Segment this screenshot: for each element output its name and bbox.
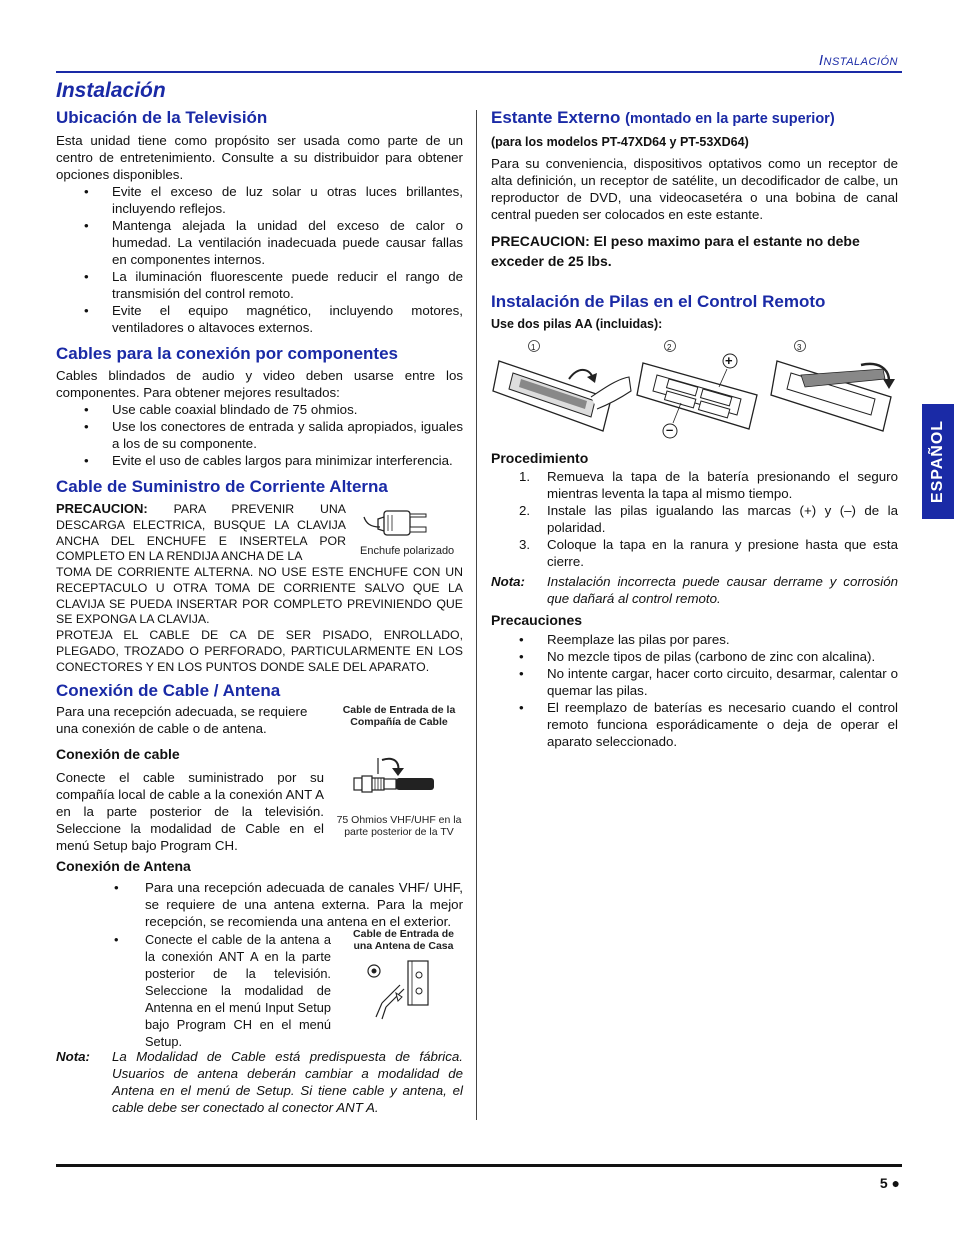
list-item: • Reemplaze las pilas por pares.: [519, 632, 730, 647]
section-title-cables: Cables para la conexión por componentes: [56, 344, 398, 363]
coax-caption: 75 Ohmios VHF/UHF en la parte posterior de la TV: [336, 813, 462, 839]
plug-caption: Enchufe polarizado: [360, 545, 455, 557]
cable-text: Conecte el cable suministrado por su compañía local de cable a la conexión ANT A en la parte posterior de la televisión. Seleccione la modalidad de Cable en el menú Setup bajo Program CH.: [56, 769, 324, 853]
section-title-cable-ca: Cable de Suministro de Corriente Alterna: [56, 477, 388, 496]
step-number: 3: [797, 343, 802, 352]
list-item: • El reemplazo de baterías es necesario cuando el control remoto funciona esporádicamente o deja de operar el aparato seleccionado.: [519, 700, 898, 749]
estante-text: Para su conveniencia, dispositivos optativos como un receptor de alta definición, un receptor de satélite, un decodificador de calbe, un reproductor de DVD, una videocasetéra o una bobina de canal central pueden ser colocados en este estante.: [491, 156, 898, 222]
list-item: • Evite el uso de cables largos para minimizar interferencia.: [84, 453, 453, 468]
running-header: Instalación: [818, 52, 898, 69]
list-item: • No intente cargar, hacer corto circuito, desarmar, calentar o quemar las pilas.: [519, 666, 898, 698]
coax-figure: [334, 754, 464, 839]
list-item: • Evite el exceso de luz solar u otras luces brillantes, incluyendo reflejos.: [84, 184, 463, 216]
estante-precaucion: PRECAUCION: El peso maximo para el estante no debe exceder de 25 lbs.: [491, 233, 860, 269]
step-number: 2: [667, 343, 672, 352]
procedimiento-list: [491, 468, 898, 570]
list-item: • La iluminación fluorescente puede reducir el rango de transmisión del control remoto.: [84, 269, 463, 301]
cables-list: [56, 401, 463, 469]
precaucion-block: [56, 501, 463, 565]
language-tab: [922, 404, 954, 519]
list-item: • Use cable coaxial blindado de 75 ohmios.: [84, 402, 358, 417]
bullet-icon: ●: [891, 1175, 900, 1191]
estante-models: (para los modelos PT-47XD64 y PT-53XD64): [491, 135, 749, 149]
list-item: 2. Instale las pilas igualando las marcas (+) y (–) de la polaridad.: [519, 503, 898, 535]
column-divider: [476, 110, 477, 1120]
conexion-nota: Nota: La Modalidad de Cable está predispuesta de fábrica. Usuarios de antena deberán cambiar a modalidad de Antena en el menú de Setup. Si tiene cable y antena, el cable debe ser conectado al conector ANT A.: [56, 1048, 463, 1115]
ubicacion-intro: Esta unidad tiene como propósito ser usada como parte de un centro de entretenimiento. Consulte a su distribuidor para obtener opciones disponibles.: [56, 133, 463, 182]
list-item: 3. Coloque la tapa en la ranura y presione hasta que esta cierre.: [519, 537, 898, 569]
antena-list: [56, 879, 463, 930]
cable-row: [56, 769, 463, 854]
list-item: • Evite el equipo magnético, incluyendo motores, ventiladores o altavoces externos.: [84, 303, 463, 335]
minus-mark: –: [666, 422, 674, 437]
precauciones-title: Precauciones: [491, 612, 583, 628]
coax-connector-icon: [334, 754, 464, 804]
procedimiento-title: Procedimiento: [491, 450, 589, 466]
cables-intro: Cables blindados de audio y video deben usarse entre los componentes. Para obtener mejores resultados:: [56, 368, 463, 400]
language-tab-label: ESPAÑOL: [929, 419, 946, 504]
list-item: • Use los conectores de entrada y salida apropiados, iguales a los de su componente.: [84, 419, 463, 451]
antenna-terminal-icon: [346, 953, 461, 1023]
cable-input-caption: Cable de Entrada de la Compañía de Cable: [342, 703, 456, 729]
proteja-text: PROTEJA EL CABLE DE CA DE SER PISADO, ENROLLADO, PLEGADO, TROZADO O PERFORADO, PARTICULARMENTE EN LOS CONECTORES Y EN LOS PUNTOS DONDE SALE DEL APARATO.: [56, 628, 463, 674]
antena-subtitle: Conexión de Antena: [56, 857, 191, 874]
section-title-estante: Estante Externo (montado en la parte superior): [491, 108, 835, 127]
precauciones-list: [491, 631, 898, 750]
left-column: [56, 109, 463, 1116]
section-title-pilas: Instalación de Pilas en el Control Remoto: [491, 292, 826, 311]
list-item: • Conecte el cable de la antena a la conexión ANT A en la parte posterior de la televisión. Seleccione la modalidad de Antenna en el menú Input Setup bajo Program CH en el menú Setup.: [114, 931, 331, 1049]
list-item: 1. Remueva la tapa de la batería presionando el seguro mientras leventa la tapa al mismo tiempo.: [519, 469, 898, 501]
list-item: • Para una recepción adecuada de canales VHF/ UHF, se requiere de una antena externa. Para la mejor recepción, se recomienda una antena en el exterior.: [114, 879, 463, 929]
pilas-use: Use dos pilas AA (incluidas):: [491, 317, 663, 331]
cable-subtitle: Conexión de cable: [56, 745, 180, 762]
page-number: 5 ●: [879, 1175, 900, 1191]
remote-figure: [491, 339, 898, 449]
right-column: [491, 109, 898, 750]
conexion-intro-row: [56, 703, 463, 743]
polarized-plug-icon: [358, 501, 463, 541]
remote-battery-illustration: [491, 339, 898, 449]
list-item: • Mantenga alejada la unidad del exceso de calor o humedad. La ventilación inadecuada puede causar fallas en componentes internos.: [84, 218, 463, 267]
section-title-ubicacion: Ubicación de la Televisión: [56, 108, 268, 127]
list-item: • No mezcle tipos de pilas (carbono de zinc con alcalina).: [519, 649, 876, 664]
pilas-nota: Nota: Instalación incorrecta puede causar derrame y corrosión que dañará al control remoto.: [491, 574, 898, 606]
plug-figure: [358, 501, 463, 558]
step-number: 1: [531, 343, 536, 352]
precaucion-text: PRECAUCION: PARA PREVENIR UNA DESCARGA ELECTRICA, BUSQUE LA CLAVIJA ANCHA DEL ENCHUFE E INSERTELA POR COMPLETO EN LA RENDIJA ANCHA DE LA: [56, 501, 346, 564]
section-title-conexion: Conexión de Cable / Antena: [56, 680, 281, 700]
page-title: Instalación: [56, 79, 166, 102]
ubicacion-list: [56, 183, 463, 336]
precaucion-continued: TOMA DE CORRIENTE ALTERNA. NO USE ESTE ENCHUFE CON UN RECEPTACULO U OTRA TOMA DE CORRIENTE SALVO QUE LA CLAVIJA SE PUEDA INSERTAR POR COMPLETO PREVINIENDO QUE SE EXPONGA LA CLAVIJA.: [56, 565, 463, 627]
header-rule: [56, 71, 902, 73]
antena-list-2: [56, 931, 331, 1050]
antenna-caption: Cable de Entrada de una Antena de Casa: [353, 927, 454, 953]
plus-mark: +: [725, 353, 733, 368]
conexion-intro: Para una recepción adecuada, se requiere una conexión de cable o de antena.: [56, 703, 308, 736]
footer-rule: [56, 1164, 902, 1167]
antenna-figure: [346, 928, 461, 1027]
antena-row: [56, 927, 463, 1049]
